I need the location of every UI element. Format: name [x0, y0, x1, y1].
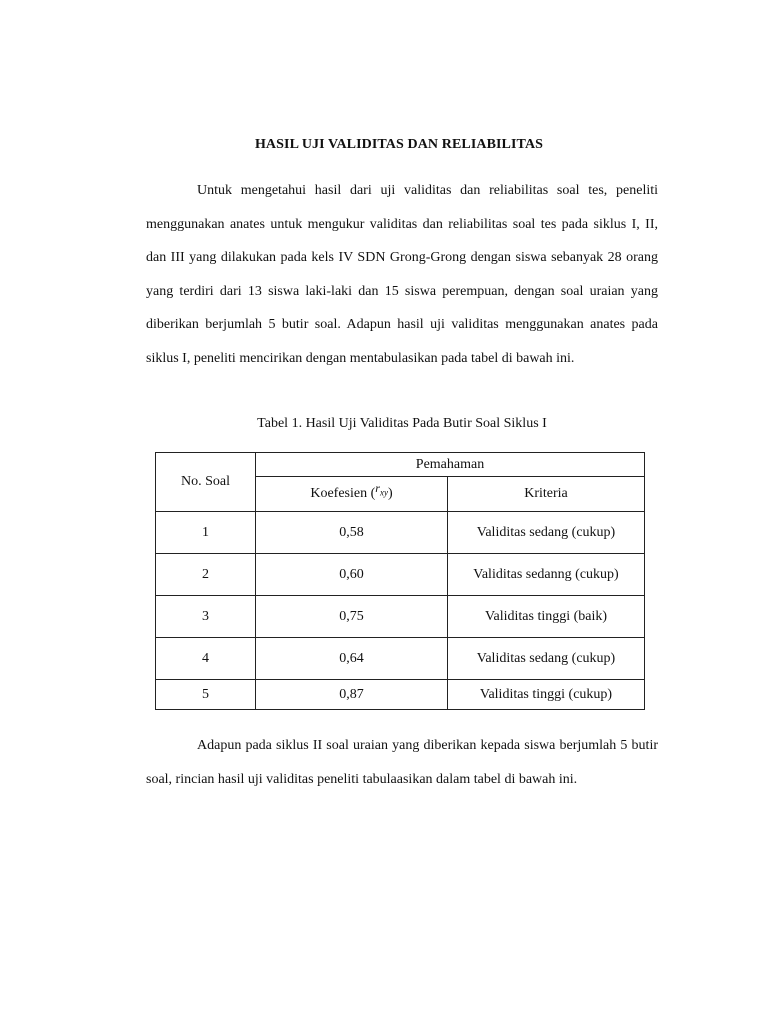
closing-paragraph	[146, 729, 658, 796]
cell-kriteria: Validitas sedanng (cukup)	[448, 554, 645, 596]
table-row	[156, 638, 645, 680]
cell-no: 2	[156, 554, 256, 596]
document-title: HASIL UJI VALIDITAS DAN RELIABILITAS	[254, 137, 544, 152]
cell-koefesien: 0,64	[256, 638, 448, 680]
intro-paragraph	[146, 174, 658, 376]
rxy-letter: r	[375, 480, 380, 495]
cell-no: 5	[156, 680, 256, 710]
cell-koefesien: 0,75	[256, 596, 448, 638]
table-row	[156, 554, 645, 596]
closing-paragraph-text: Adapun pada siklus II soal uraian yang diberikan kepada siswa berjumlah 5 butir soal, rincian hasil uji validitas peneliti tabulaasikan dalam tabel di bawah ini.	[146, 738, 658, 787]
koefesien-close: )	[387, 485, 393, 501]
header-koefesien	[256, 477, 448, 512]
table-header-row	[156, 453, 645, 477]
table-row	[156, 512, 645, 554]
cell-no: 1	[156, 512, 256, 554]
cell-kriteria: Validitas sedang (cukup)	[448, 512, 645, 554]
koefesien-label: Koefesien (	[310, 485, 376, 501]
cell-no: 3	[156, 596, 256, 638]
intro-paragraph-text: Untuk mengetahui hasil dari uji validitas dan reliabilitas soal tes, peneliti menggunakan anates untuk mengukur validitas dan reliabilitas soal tes pada siklus I, II, dan III yang dilakukan pada kels IV SDN Grong-Grong dengan siswa sebanyak 28 orang yang terdiri dari 13 siswa laki-laki dan 15 siswa perempuan, dengan soal uraian yang diberikan berjumlah 5 butir soal. Adapun hasil uji validitas menggunakan anates pada siklus I, peneliti mencirikan dengan mentabulasikan pada tabel di bawah ini.	[146, 183, 658, 366]
header-pemahaman: Pemahaman	[256, 453, 645, 477]
table-row	[156, 596, 645, 638]
table-row	[156, 680, 645, 710]
table-caption: Tabel 1. Hasil Uji Validitas Pada Butir Soal Siklus I	[257, 416, 547, 431]
rxy-symbol	[375, 480, 388, 498]
cell-koefesien: 0,60	[256, 554, 448, 596]
cell-kriteria: Validitas tinggi (cukup)	[448, 680, 645, 710]
cell-koefesien: 0,58	[256, 512, 448, 554]
header-no-soal: No. Soal	[156, 453, 256, 512]
validity-table	[155, 452, 645, 710]
cell-koefesien: 0,87	[256, 680, 448, 710]
header-kriteria: Kriteria	[448, 477, 645, 512]
cell-no: 4	[156, 638, 256, 680]
cell-kriteria: Validitas sedang (cukup)	[448, 638, 645, 680]
rxy-subscript: xy	[379, 487, 388, 498]
cell-kriteria: Validitas tinggi (baik)	[448, 596, 645, 638]
